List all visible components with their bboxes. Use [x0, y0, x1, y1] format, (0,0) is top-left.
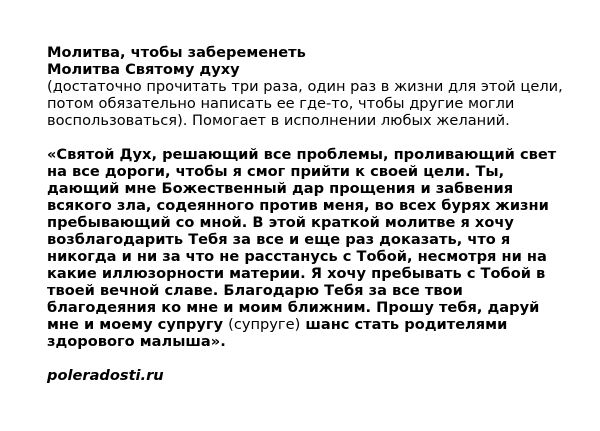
document-body: [47, 44, 567, 384]
prayer-inline-note: (супруге): [228, 316, 301, 333]
prayer-text-part1: «Святой Дух, решающий все проблемы, проливающий свет на все дороги, чтобы я смог прийти к своей цели. Ты, дающий мне Божественный дар прощения и забвения всякого зла, содеянного против меня, во всех бурях жизни пребывающий со мной. В этой краткой молитве я хочу возблагодарить Тебя за все и еще раз доказать, что я никогда и ни за что не расстанусь с Тобой, несмотря ни на какие иллюзорности материи. Я хочу пребывать с Тобой в твоей вечной славе. Благодарю Тебя за все твои благодеяния ко мне и моим ближним. Прошу тебя, даруй мне и моему супругу: [47, 146, 557, 333]
page-subtitle: Молитва Святому духу: [47, 61, 240, 78]
usage-note: (достаточно прочитать три раза, один раз в жизни для этой цели, потом обязательно написать ее где-то, чтобы другие могли воспользоваться). Помогает в исполнении любых желаний.: [47, 78, 563, 129]
prayer-text: [47, 146, 567, 350]
source-label: poleradosti.ru: [47, 367, 164, 384]
page-title: Молитва, чтобы забеременеть: [47, 44, 306, 61]
prayer-text-part2: шанс стать родителями здорового малыша».: [47, 316, 508, 350]
